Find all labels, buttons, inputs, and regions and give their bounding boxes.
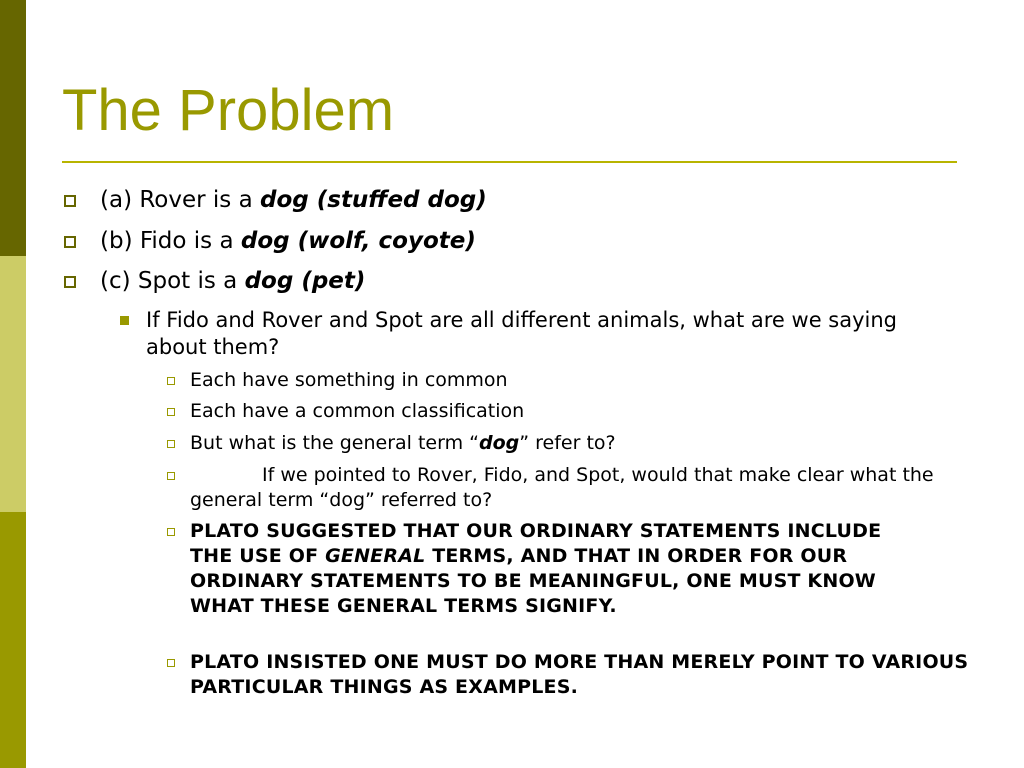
small-hollow-square-bullet-icon [167, 528, 175, 536]
sub-sub-bullet-emphasis: dog [478, 432, 520, 454]
sub-sub-bullet-6 [190, 650, 970, 700]
sub-sub-bullet-3 [190, 431, 970, 456]
left-bar-top [0, 0, 26, 256]
small-hollow-square-bullet-icon [167, 440, 175, 448]
sub-sub-bullet-4 [190, 463, 970, 513]
sub-sub-bullet-text: PLATO INSISTED ONE MUST DO MORE THAN MERELY POINT TO VARIOUS PARTICULAR THINGS AS EXAMPLES. [190, 651, 969, 698]
bullet-text: (b) Fido is a [100, 228, 241, 254]
bullet-emphasis: dog (stuffed dog) [260, 187, 487, 213]
small-hollow-square-bullet-icon [167, 472, 175, 480]
sub-sub-bullet-2 [190, 399, 970, 424]
sub-sub-bullet-1 [190, 368, 970, 393]
bullet-item-c [100, 267, 365, 295]
small-hollow-square-bullet-icon [167, 659, 175, 667]
bullet-text: (c) Spot is a [100, 268, 245, 294]
left-bar-middle [0, 256, 26, 512]
sub-sub-bullet-text-end: ” refer to? [519, 432, 616, 454]
sub-sub-bullet-text-end: TERMS, AND THAT IN ORDER FOR OUR ORDINARY STATEMENTS TO BE MEANINGFUL, ONE MUST KNOW WHAT THESE GENERAL TERMS SIGNIFY. [190, 545, 876, 617]
bullet-item-b [100, 227, 476, 255]
bullet-text: (a) Rover is a [100, 187, 260, 213]
bullet-emphasis: dog (wolf, coyote) [240, 228, 476, 254]
sub-bullet-text: If Fido and Rover and Spot are all different animals, what are we saying about them? [146, 308, 897, 359]
bullet-emphasis: dog (pet) [244, 268, 366, 294]
sub-sub-bullet-text: But what is the general term “ [190, 432, 479, 454]
sub-bullet-question [146, 307, 956, 361]
small-hollow-square-bullet-icon [167, 408, 175, 416]
small-hollow-square-bullet-icon [167, 377, 175, 385]
hollow-square-bullet-icon [64, 236, 76, 248]
sub-sub-bullet-emphasis: GENERAL [325, 545, 426, 567]
title-underline [62, 161, 957, 163]
hollow-square-bullet-icon [64, 276, 76, 288]
sub-sub-bullet-text: If we pointed to Rover, Fido, and Spot, would that make clear what the general term “dog” referred to? [190, 464, 934, 511]
sub-sub-bullet-5 [190, 519, 910, 619]
sub-sub-bullet-text: PLATO SUGGESTED THAT OUR ORDINARY STATEMENTS INCLUDE THE USE OF [190, 520, 882, 567]
sub-sub-bullet-text: Each have something in common [190, 369, 508, 391]
slide-title: The Problem [62, 78, 395, 143]
hollow-square-bullet-icon [64, 195, 76, 207]
bullet-item-a [100, 186, 487, 214]
filled-square-bullet-icon [120, 316, 129, 325]
left-bar-bottom [0, 512, 26, 768]
sub-sub-bullet-text: Each have a common classification [190, 400, 525, 422]
